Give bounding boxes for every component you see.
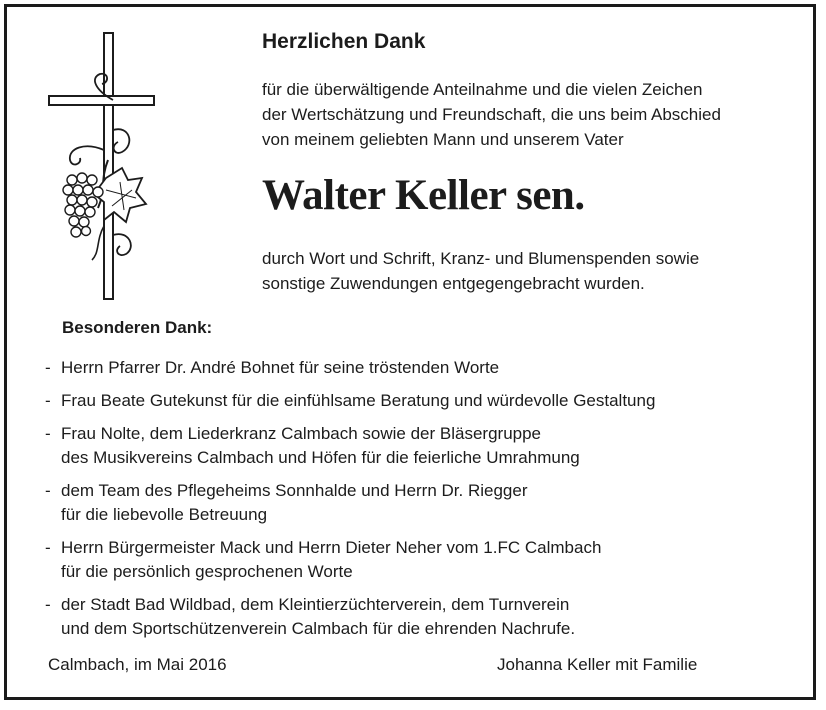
bullet: - xyxy=(45,358,51,377)
intro-line: von meinem geliebten Mann und unserem Vater xyxy=(262,130,624,149)
item-line: und dem Sportschützenverein Calmbach für die ehrenden Nachrufe. xyxy=(61,619,576,638)
item-line: Herrn Pfarrer Dr. André Bohnet für seine tröstenden Worte xyxy=(61,358,500,377)
deceased-name: Walter Keller sen. xyxy=(262,172,585,219)
list-item xyxy=(45,356,805,380)
signature: Johanna Keller mit Familie xyxy=(497,655,698,674)
bullet: - xyxy=(45,481,51,500)
intro-line: für die überwältigende Anteilnahme und die vielen Zeichen xyxy=(262,80,703,99)
item-line: für die persönlich gesprochenen Worte xyxy=(61,562,353,581)
special-thanks-heading: Besonderen Dank: xyxy=(62,318,213,337)
list-item xyxy=(45,422,805,470)
bullet: - xyxy=(45,391,51,410)
list-item xyxy=(45,479,805,527)
place-date: Calmbach, im Mai 2016 xyxy=(48,655,227,674)
bullet: - xyxy=(45,595,51,614)
item-line: der Stadt Bad Wildbad, dem Kleintierzüchterverein, dem Turnverein xyxy=(61,595,570,614)
item-line: Frau Beate Gutekunst für die einfühlsame Beratung und würdevolle Gestaltung xyxy=(61,391,656,410)
intro-text xyxy=(262,77,802,152)
intro-line: der Wertschätzung und Freundschaft, die uns beim Abschied xyxy=(262,105,721,124)
after-text xyxy=(262,246,802,296)
list-item xyxy=(45,593,805,641)
heading: Herzlichen Dank xyxy=(262,30,426,53)
list-item xyxy=(45,389,805,413)
item-line: dem Team des Pflegeheims Sonnhalde und Herrn Dr. Riegger xyxy=(61,481,528,500)
list-item xyxy=(45,536,805,584)
item-line: des Musikvereins Calmbach und Höfen für die feierliche Umrahmung xyxy=(61,448,580,467)
thanks-list xyxy=(45,356,805,650)
item-line: Herrn Bürgermeister Mack und Herrn Dieter Neher vom 1.FC Calmbach xyxy=(61,538,602,557)
cross-with-grapevine-icon xyxy=(40,30,160,302)
after-line: durch Wort und Schrift, Kranz- und Blumenspenden sowie xyxy=(262,249,700,268)
item-line: Frau Nolte, dem Liederkranz Calmbach sowie der Bläsergruppe xyxy=(61,424,542,443)
after-line: sonstige Zuwendungen entgegengebracht wurden. xyxy=(262,274,645,293)
item-line: für die liebevolle Betreuung xyxy=(61,505,268,524)
bullet: - xyxy=(45,538,51,557)
bullet: - xyxy=(45,424,51,443)
